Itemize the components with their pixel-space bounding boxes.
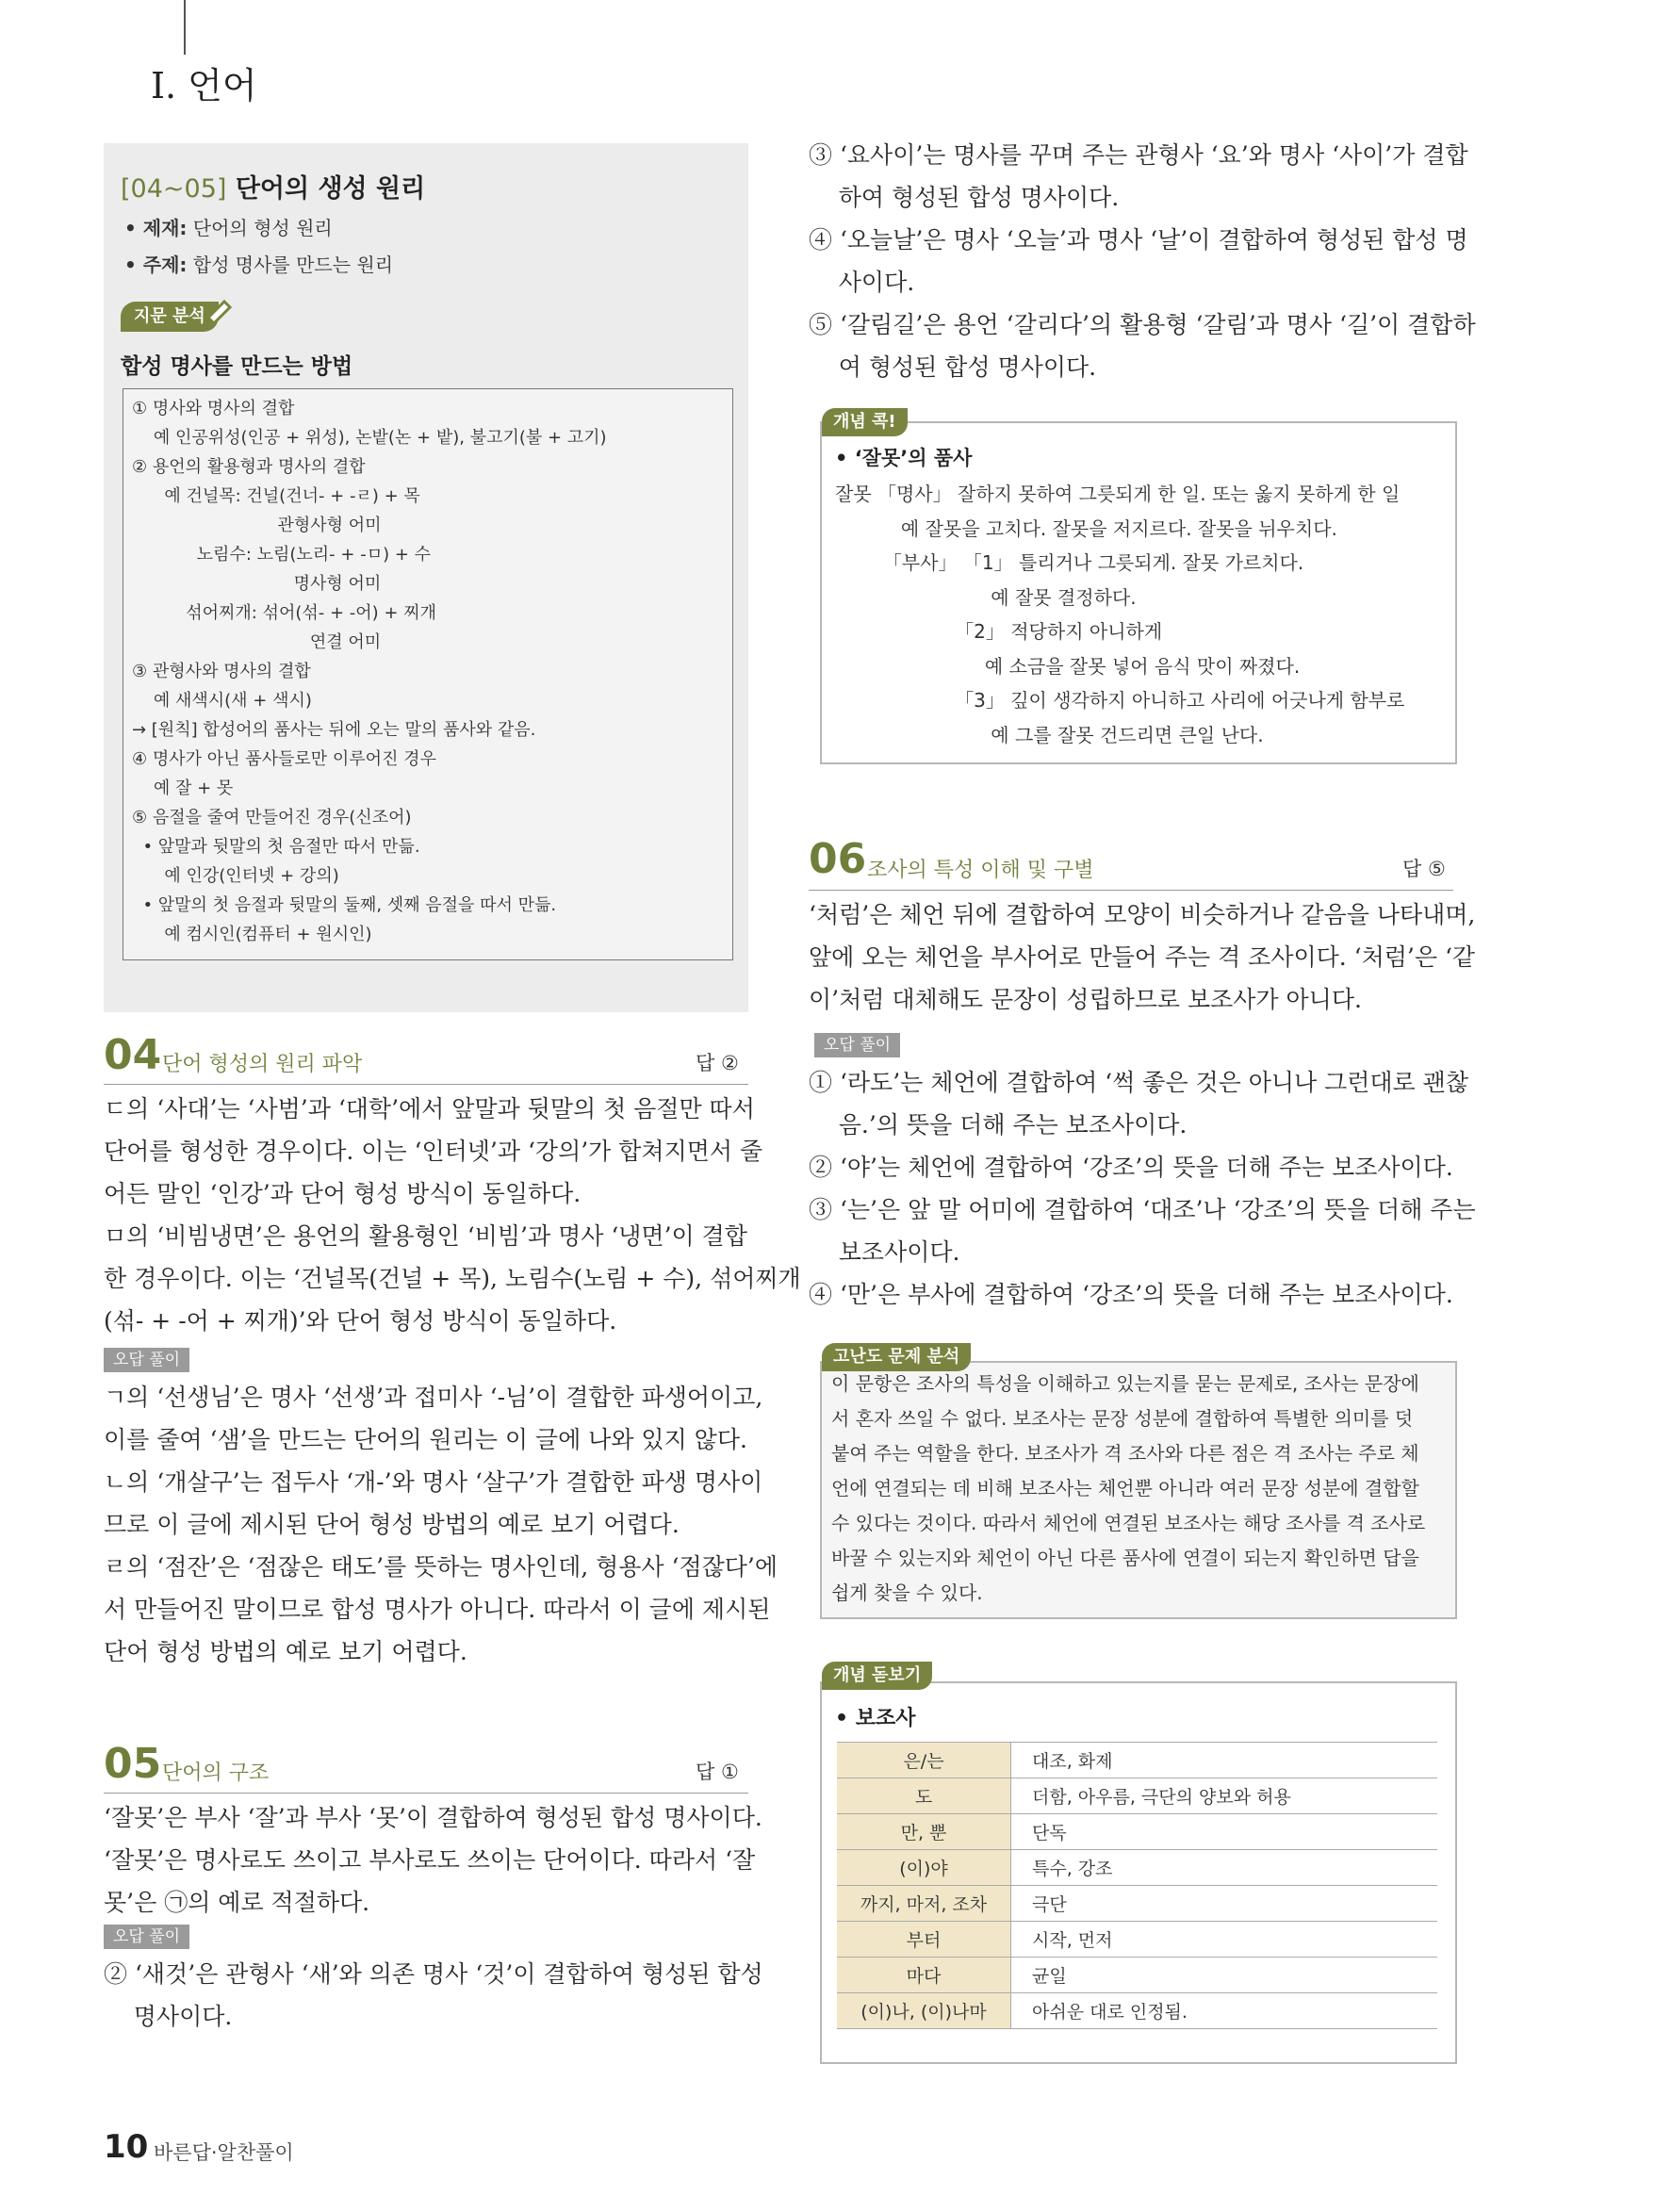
particle-name: (이)나, (이)나마 bbox=[837, 1993, 1011, 2029]
analysis-line: 연결 어미 bbox=[132, 632, 382, 652]
section-06-rule bbox=[809, 890, 1453, 891]
hard-analysis-tag: 고난도 문제 분석 bbox=[822, 1343, 971, 1371]
concept-line: 잘못 「명사」 잘하지 못하여 그릇되게 한 일. 또는 옳지 못하게 한 일 bbox=[835, 483, 1401, 505]
analysis-line: 섞어찌개: 섞어(섞- + -어) + 찌개 bbox=[132, 603, 436, 623]
concept-line: 「2」 적당하지 아니하게 bbox=[835, 620, 1163, 643]
concept-line: 예 잘못을 고치다. 잘못을 저지르다. 잘못을 뉘우치다. bbox=[835, 516, 1337, 540]
section-05-number: 05 bbox=[104, 1740, 162, 1788]
chapter-title: Ⅰ. 언어 bbox=[151, 65, 257, 107]
body-line: ④ ‘오늘날’은 명사 ‘오늘’과 명사 ‘날’이 결합하여 형성된 합성 명 bbox=[809, 226, 1468, 254]
hard-analysis-lines bbox=[831, 1367, 1450, 1611]
body-line: ③ ‘는’은 앞 말 어미에 결합하여 ‘대조’나 ‘강조’의 뜻을 더해 주는 bbox=[809, 1196, 1476, 1223]
hard-analysis-line: 이 문항은 조사의 특성을 이해하고 있는지를 묻는 문제로, 조사는 문장에 bbox=[831, 1372, 1419, 1395]
analysis-line: 노림수: 노림(노리- + -ㅁ) + 수 bbox=[132, 545, 432, 565]
particle-row bbox=[837, 1778, 1437, 1814]
analysis-line: 명사형 어미 bbox=[132, 574, 382, 594]
analysis-line: ⑤ 음절을 줄여 만들어진 경우(신조어) bbox=[132, 808, 412, 827]
analysis-line: • 앞말과 뒷말의 첫 음절만 따서 만듦. bbox=[132, 837, 420, 857]
hard-analysis-line: 바꿀 수 있는지와 체언이 아닌 다른 품사에 연결이 되는지 확인하면 답을 bbox=[831, 1547, 1419, 1569]
particle-row bbox=[837, 1850, 1437, 1886]
section-04-wrong-tag: 오답 풀이 bbox=[104, 1348, 189, 1372]
analysis-line: ③ 관형사와 명사의 결합 bbox=[132, 662, 311, 681]
particle-name: (이)야 bbox=[837, 1850, 1011, 1886]
concept-title: • ‘잘못’의 품사 bbox=[835, 447, 973, 469]
analysis-line: 예 컴시인(컴퓨터 + 원시인) bbox=[132, 925, 372, 944]
body-line: 보조사이다. bbox=[809, 1238, 960, 1266]
section-06-wrong-tag: 오답 풀이 bbox=[814, 1033, 900, 1057]
summary-heading: 단어의 생성 원리 bbox=[235, 174, 426, 204]
page-number: 10 bbox=[104, 2128, 149, 2166]
body-line: 이를 줄여 ‘샘’을 만드는 단어의 원리는 이 글에 나와 있지 않다. bbox=[104, 1426, 747, 1453]
section-05-answer: 답 ① bbox=[696, 1761, 739, 1783]
body-line: ① ‘라도’는 체언에 결합하여 ‘썩 좋은 것은 아니나 그런대로 괜찮 bbox=[809, 1069, 1468, 1096]
concept-lines bbox=[835, 477, 1404, 752]
analysis-line: 예 새색시(새 + 색시) bbox=[132, 691, 312, 711]
particle-row bbox=[837, 1886, 1437, 1922]
section-06-title: 조사의 특성 이해 및 구별 bbox=[867, 859, 1094, 882]
summary-topic: • 제재: 단어의 형성 원리 bbox=[124, 217, 333, 239]
section-05-title: 단어의 구조 bbox=[162, 1761, 270, 1785]
concept-line: 예 그를 잘못 건드리면 큰일 난다. bbox=[835, 723, 1264, 746]
body-line: ㄹ의 ‘점잔’은 ‘점잖은 태도’를 뜻하는 명사인데, 형용사 ‘점잖다’에 bbox=[104, 1553, 778, 1581]
summary-number: [04~05] bbox=[121, 174, 227, 204]
analysis-tag: 지문 분석 bbox=[121, 302, 219, 332]
body-line: ‘처럼’은 체언 뒤에 결합하여 모양이 비슷하거나 같음을 나타내며, bbox=[809, 901, 1476, 928]
concept-tag: 개념 콕! bbox=[822, 408, 908, 436]
section-06-body bbox=[809, 893, 1476, 1021]
body-line: 므로 이 글에 제시된 단어 형성 방법의 예로 보기 어렵다. bbox=[104, 1511, 680, 1538]
hard-analysis-line: 서 혼자 쓰일 수 없다. 보조사는 문장 성분에 결합하여 특별한 의미를 덧 bbox=[831, 1407, 1414, 1430]
concept-review-tag: 개념 돋보기 bbox=[822, 1662, 932, 1690]
summary-theme: • 주제: 합성 명사를 만드는 원리 bbox=[124, 254, 394, 276]
particle-meaning: 시작, 먼저 bbox=[1011, 1922, 1438, 1958]
analysis-line: • 앞말의 첫 음절과 뒷말의 둘째, 셋째 음절을 따서 만듦. bbox=[132, 895, 557, 915]
analysis-line: → [원칙] 합성어의 품사는 뒤에 오는 말의 품사와 같음. bbox=[132, 720, 536, 740]
concept-review-title: • 보조사 bbox=[835, 1707, 916, 1730]
particle-meaning: 대조, 화제 bbox=[1011, 1743, 1438, 1778]
particle-name: 만, 뿐 bbox=[837, 1814, 1011, 1850]
particle-row bbox=[837, 1922, 1437, 1958]
concept-line: 예 소금을 잘못 넣어 음식 맛이 짜졌다. bbox=[835, 654, 1301, 678]
analysis-line: ② 용언의 활용형과 명사의 결합 bbox=[132, 457, 366, 477]
particle-meaning: 특수, 강조 bbox=[1011, 1850, 1438, 1886]
concept-line: 예 잘못 결정하다. bbox=[835, 585, 1137, 609]
section-04-number: 04 bbox=[104, 1031, 162, 1079]
body-line: ④ ‘만’은 부사에 결합하여 ‘강조’의 뜻을 더해 주는 보조사이다. bbox=[809, 1281, 1453, 1308]
analysis-line: 예 인강(인터넷 + 강의) bbox=[132, 866, 339, 886]
particle-meaning: 균일 bbox=[1011, 1958, 1438, 1993]
body-line: ‘잘못’은 명사로도 쓰이고 부사로도 쓰이는 단어이다. 따라서 ‘잘 bbox=[104, 1846, 756, 1874]
body-line: 한 경우이다. 이는 ‘건널목(건널 + 목), 노림수(노림 + 수), 섞어찌개 bbox=[104, 1265, 801, 1292]
concept-line: 「3」 깊이 생각하지 아니하고 사리에 어긋나게 함부로 bbox=[835, 689, 1405, 712]
top-rule bbox=[184, 0, 186, 55]
body-line: 어든 말인 ‘인강’과 단어 형성 방식이 동일하다. bbox=[104, 1180, 582, 1207]
body-line: 음.’의 뜻을 더해 주는 보조사이다. bbox=[809, 1111, 1188, 1139]
analysis-line: 예 건널목: 건널(건너- + -ㄹ) + 목 bbox=[132, 486, 420, 506]
body-line: ② ‘새것’은 관형사 ‘새’와 의존 명사 ‘것’이 결합하여 형성된 합성 bbox=[104, 1960, 763, 1988]
hard-analysis-line: 언에 연결되는 데 비해 보조사는 체언뿐 아니라 여러 문장 성분에 결합할 bbox=[831, 1477, 1419, 1499]
section-05-wrong bbox=[104, 1953, 763, 2038]
body-line: (섞- + -어 + 찌개)’와 단어 형성 방식이 동일하다. bbox=[104, 1307, 617, 1335]
particle-table bbox=[837, 1742, 1437, 2029]
particle-table-wrap bbox=[837, 1742, 1437, 2029]
hard-analysis-line: 쉽게 찾을 수 있다. bbox=[831, 1581, 983, 1604]
analysis-line: 예 잘 + 못 bbox=[132, 778, 234, 798]
particle-row bbox=[837, 1814, 1437, 1850]
particle-row bbox=[837, 1743, 1437, 1778]
body-line: 하여 형성된 합성 명사이다. bbox=[809, 184, 1120, 211]
hard-analysis-line: 수 있다는 것이다. 따라서 체언에 연결된 보조사는 해당 조사를 격 조사로 bbox=[831, 1512, 1426, 1534]
pencil-icon bbox=[200, 298, 234, 332]
section-04-rule bbox=[104, 1084, 748, 1085]
body-line: ㅁ의 ‘비빔냉면’은 용언의 활용형인 ‘비빔’과 명사 ‘냉면’이 결합 bbox=[104, 1222, 747, 1250]
particle-meaning: 더함, 아우름, 극단의 양보와 허용 bbox=[1011, 1778, 1438, 1814]
analysis-lines bbox=[132, 394, 607, 949]
section-04-body bbox=[104, 1088, 801, 1342]
body-line: ⑤ ‘갈림길’은 용언 ‘갈리다’의 활용형 ‘갈림’과 명사 ‘길’이 결합하 bbox=[809, 311, 1476, 338]
body-line: 단어 형성 방법의 예로 보기 어렵다. bbox=[104, 1638, 467, 1665]
analysis-line: ④ 명사가 아닌 품사들로만 이루어진 경우 bbox=[132, 749, 436, 769]
section-06-answer: 답 ⑤ bbox=[1402, 858, 1446, 880]
section-05-wrong-continued bbox=[809, 134, 1476, 388]
particle-name: 마다 bbox=[837, 1958, 1011, 1993]
body-line: 서 만들어진 말이므로 합성 명사가 아니다. 따라서 이 글에 제시된 bbox=[104, 1596, 771, 1623]
analysis-heading: 합성 명사를 만드는 방법 bbox=[121, 354, 353, 379]
particle-name: 까지, 마저, 조차 bbox=[837, 1886, 1011, 1922]
hard-analysis-line: 붙여 주는 역할을 한다. 보조사가 격 조사와 다른 점은 격 조사는 주로 체 bbox=[831, 1442, 1419, 1465]
body-line: ③ ‘요사이’는 명사를 꾸며 주는 관형사 ‘요’와 명사 ‘사이’가 결합 bbox=[809, 141, 1468, 169]
body-line: ㄴ의 ‘개살구’는 접두사 ‘개-’와 명사 ‘살구’가 결합한 파생 명사이 bbox=[104, 1468, 763, 1496]
body-line: 사이다. bbox=[809, 269, 915, 296]
body-line: 못’은 ㉠의 예로 적절하다. bbox=[104, 1889, 370, 1916]
section-05-body bbox=[104, 1796, 762, 1924]
body-line: 여 형성된 합성 명사이다. bbox=[809, 353, 1097, 381]
section-06-wrong bbox=[809, 1061, 1476, 1316]
section-05-wrong-tag: 오답 풀이 bbox=[104, 1925, 189, 1949]
analysis-line: ① 명사와 명사의 결합 bbox=[132, 399, 295, 418]
section-05-rule bbox=[104, 1793, 748, 1794]
body-line: 명사이다. bbox=[104, 2003, 233, 2030]
body-line: ‘잘못’은 부사 ‘잘’과 부사 ‘못’이 결합하여 형성된 합성 명사이다. bbox=[104, 1804, 762, 1831]
particle-name: 은/는 bbox=[837, 1743, 1011, 1778]
body-line: ② ‘야’는 체언에 결합하여 ‘강조’의 뜻을 더해 주는 보조사이다. bbox=[809, 1154, 1453, 1181]
particle-row bbox=[837, 1993, 1437, 2029]
body-line: 이’처럼 대체해도 문장이 성립하므로 보조사가 아니다. bbox=[809, 986, 1362, 1013]
particle-name: 부터 bbox=[837, 1922, 1011, 1958]
body-line: 앞에 오는 체언을 부사어로 만들어 주는 격 조사이다. ‘처럼’은 ‘같 bbox=[809, 943, 1476, 971]
particle-row bbox=[837, 1958, 1437, 1993]
section-06-number: 06 bbox=[809, 835, 867, 883]
particle-meaning: 아쉬운 대로 인정됨. bbox=[1011, 1993, 1438, 2029]
body-line: ㄷ의 ‘사대’는 ‘사범’과 ‘대학’에서 앞말과 뒷말의 첫 음절만 따서 bbox=[104, 1095, 755, 1122]
footer-title: 바른답·알찬풀이 bbox=[154, 2141, 294, 2164]
section-04-wrong bbox=[104, 1376, 778, 1673]
body-line: 단어를 형성한 경우이다. 이는 ‘인터넷’과 ‘강의’가 합쳐지면서 줄 bbox=[104, 1138, 763, 1165]
analysis-line: 예 인공위성(인공 + 위성), 논밭(논 + 밭), 불고기(불 + 고기) bbox=[132, 428, 607, 448]
body-line: ㄱ의 ‘선생님’은 명사 ‘선생’과 접미사 ‘-님’이 결합한 파생어이고, bbox=[104, 1384, 763, 1411]
analysis-line: 관형사형 어미 bbox=[132, 516, 382, 535]
concept-line: 「부사」 「1」 틀리거나 그릇되게. 잘못 가르치다. bbox=[835, 551, 1304, 574]
section-04-title: 단어 형성의 원리 파악 bbox=[162, 1053, 363, 1076]
summary-title bbox=[121, 168, 425, 205]
particle-name: 도 bbox=[837, 1778, 1011, 1814]
section-04-answer: 답 ② bbox=[696, 1052, 739, 1074]
particle-meaning: 단독 bbox=[1011, 1814, 1438, 1850]
particle-meaning: 극단 bbox=[1011, 1886, 1438, 1922]
